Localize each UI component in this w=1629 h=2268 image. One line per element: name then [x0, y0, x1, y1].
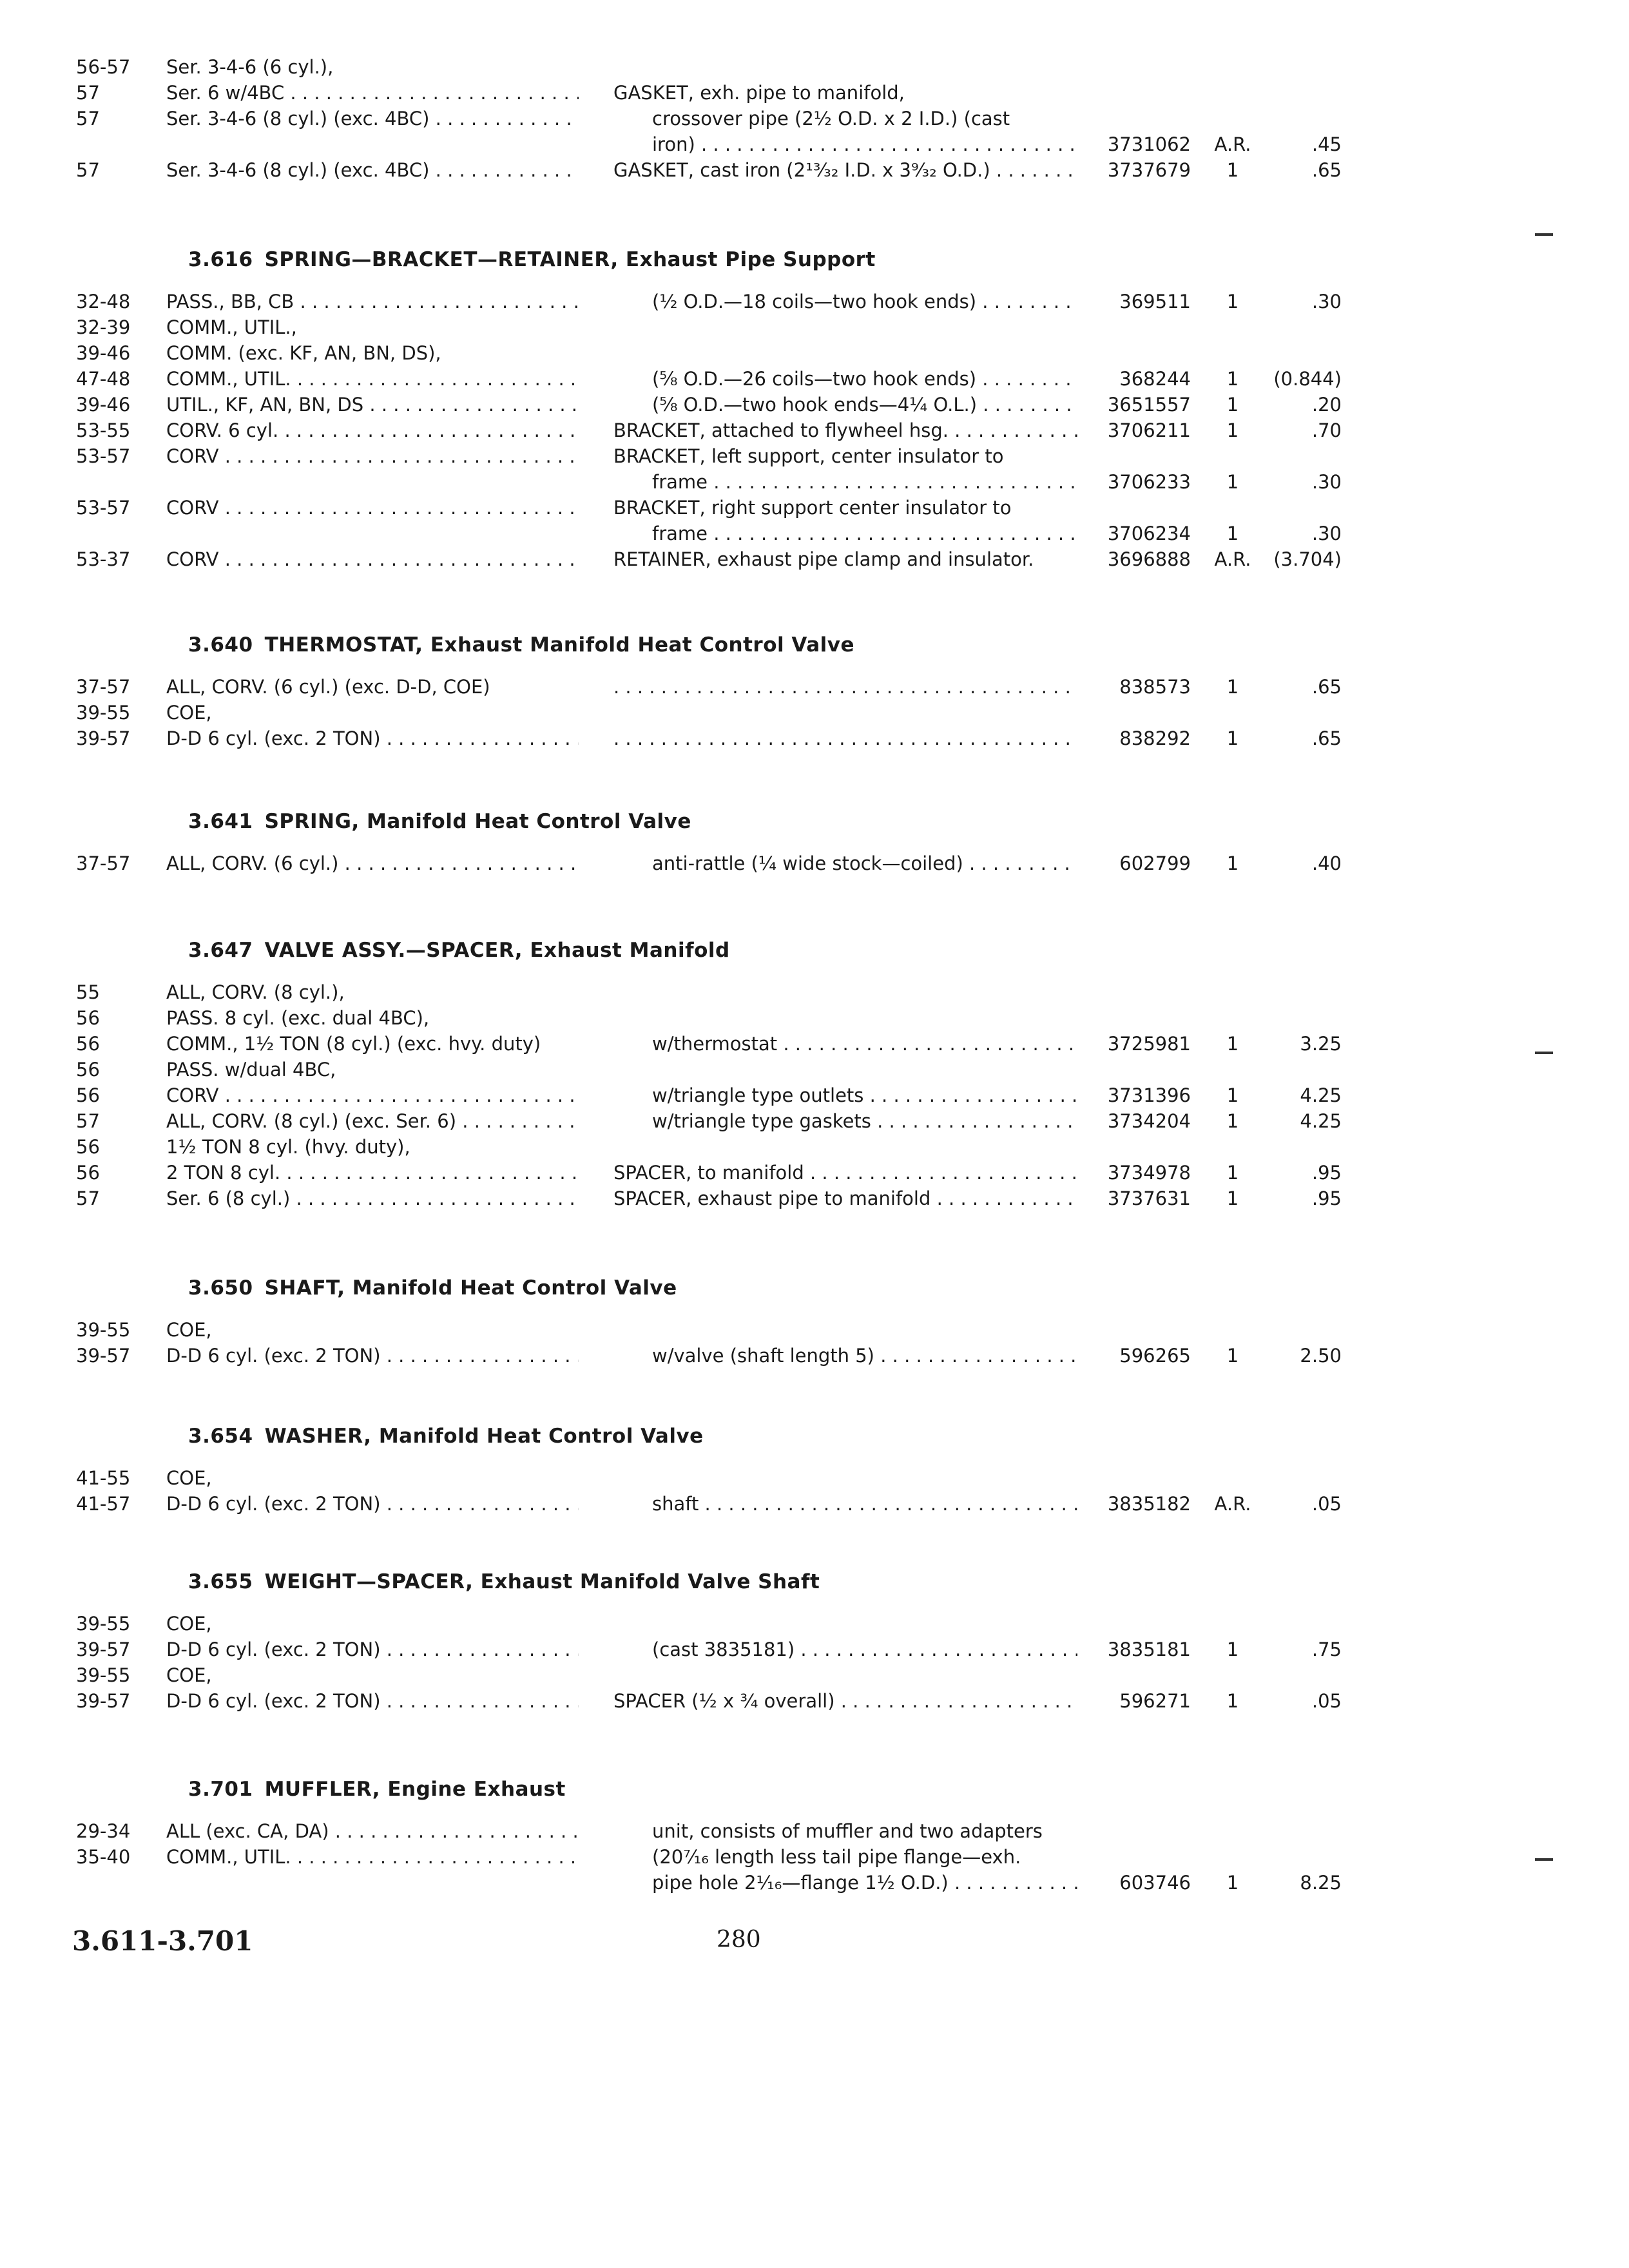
section-title: SPRING, Manifold Heat Control Valve — [264, 810, 691, 833]
years-cell: 39-57 — [76, 727, 131, 749]
parts-row — [0, 521, 1629, 546]
parts-row — [0, 289, 1629, 314]
quantity-cell: 1 — [1226, 523, 1239, 544]
description-cell: SPACER, exhaust pipe to manifold . . . — [613, 1186, 1077, 1211]
years-cell: 39-57 — [76, 1345, 131, 1367]
section-heading — [0, 1773, 1629, 1805]
price-cell: 3.25 — [1300, 1033, 1342, 1055]
price-cell: .95 — [1311, 1187, 1342, 1209]
section-number: 3.647 — [188, 939, 253, 962]
parts-row — [0, 1491, 1629, 1517]
description-cell: (cast 3835181) . . . — [652, 1637, 1077, 1662]
parts-row — [0, 1134, 1629, 1160]
section-number: 3.616 — [188, 248, 253, 271]
quantity-cell: 1 — [1226, 368, 1239, 390]
models-cell: COE, — [166, 1319, 212, 1341]
years-cell: 35-40 — [76, 1846, 131, 1868]
price-cell: .65 — [1311, 727, 1342, 749]
years-cell: 32-48 — [76, 291, 131, 312]
years-cell: 56-57 — [76, 56, 131, 78]
years-cell: 56 — [76, 1007, 100, 1029]
models-cell: COMM., UTIL., — [166, 316, 297, 338]
part-number-cell: 3706211 — [1107, 419, 1191, 441]
description-cell: pipe hole 2¹⁄₁₆—flange 1½ O.D.) . . . — [652, 1870, 1077, 1896]
years-cell: 56 — [76, 1136, 100, 1158]
price-cell: .65 — [1311, 676, 1342, 698]
part-number-cell: 838292 — [1119, 727, 1191, 749]
parts-row — [0, 1611, 1629, 1637]
parts-row — [0, 1005, 1629, 1031]
part-number-cell: 596271 — [1119, 1690, 1191, 1712]
part-number-cell: 3835181 — [1107, 1639, 1191, 1660]
section-title: SHAFT, Manifold Heat Control Valve — [264, 1276, 677, 1300]
parts-row — [0, 979, 1629, 1005]
section-heading — [0, 805, 1629, 838]
price-cell: .95 — [1311, 1162, 1342, 1184]
section-heading — [0, 629, 1629, 661]
section-range-footer: 3.611-3.701 — [72, 1925, 253, 1957]
years-cell: 41-55 — [76, 1467, 131, 1489]
quantity-cell: 1 — [1226, 1872, 1239, 1894]
parts-row — [0, 726, 1629, 751]
part-number-cell: 596265 — [1119, 1345, 1191, 1367]
margin-tick — [1535, 1052, 1553, 1054]
models-cell: COE, — [166, 702, 212, 724]
years-cell: 53-55 — [76, 419, 131, 441]
description-cell: w/triangle type gaskets . . . — [652, 1108, 1077, 1134]
parts-row — [0, 1031, 1629, 1057]
parts-row — [0, 674, 1629, 700]
section-number: 3.650 — [188, 1276, 253, 1300]
description-cell: (⅝ O.D.—two hook ends—4¼ O.L.) . . . — [652, 392, 1077, 418]
description-cell: iron) . . . — [652, 131, 1077, 157]
section-heading — [0, 1420, 1629, 1452]
parts-row — [0, 1160, 1629, 1186]
description-cell: w/valve (shaft length 5) . . . — [652, 1343, 1077, 1369]
price-cell: .30 — [1311, 471, 1342, 493]
part-number-cell: 3696888 — [1107, 548, 1191, 570]
parts-row — [0, 1186, 1629, 1211]
years-cell: 57 — [76, 159, 100, 181]
price-cell: .40 — [1311, 852, 1342, 874]
models-cell: Ser. 3-4-6 (6 cyl.), — [166, 56, 334, 78]
page-number: 280 — [717, 1927, 761, 1953]
section-number: 3.701 — [188, 1778, 253, 1801]
section-title: MUFFLER, Engine Exhaust — [264, 1778, 566, 1801]
parts-row — [0, 1317, 1629, 1343]
years-cell: 39-55 — [76, 1319, 131, 1341]
parts-row — [0, 1057, 1629, 1082]
models-cell: COMM., 1½ TON (8 cyl.) (exc. hvy. duty) — [166, 1033, 541, 1055]
parts-row — [0, 1082, 1629, 1108]
quantity-cell: 1 — [1226, 727, 1239, 749]
section-title: WASHER, Manifold Heat Control Valve — [264, 1425, 704, 1448]
section-title: WEIGHT—SPACER, Exhaust Manifold Valve Shaft — [264, 1570, 820, 1593]
quantity-cell: 1 — [1226, 1187, 1239, 1209]
models-cell: 1½ TON 8 cyl. (hvy. duty), — [166, 1136, 410, 1158]
parts-row — [0, 314, 1629, 340]
section-s3616 — [0, 244, 1629, 572]
models-cell: COMM., UTIL. . . . — [166, 366, 579, 392]
section-title: VALVE ASSY.—SPACER, Exhaust Manifold — [264, 939, 730, 962]
parts-row — [0, 1637, 1629, 1662]
years-cell: 56 — [76, 1033, 100, 1055]
years-cell: 32-39 — [76, 316, 131, 338]
part-number-cell: 3706233 — [1107, 471, 1191, 493]
quantity-cell: 1 — [1226, 676, 1239, 698]
years-cell: 39-55 — [76, 702, 131, 724]
description-cell — [613, 726, 1077, 751]
years-cell: 55 — [76, 981, 100, 1003]
models-cell: D-D 6 cyl. (exc. 2 TON) . . . — [166, 1637, 579, 1662]
years-cell: 57 — [76, 1187, 100, 1209]
parts-row — [0, 700, 1629, 726]
parts-row — [0, 1818, 1629, 1844]
section-number: 3.641 — [188, 810, 253, 833]
quantity-cell: 1 — [1226, 1639, 1239, 1660]
section-s3654 — [0, 1420, 1629, 1517]
price-cell: (3.704) — [1273, 548, 1342, 570]
part-number-cell: 838573 — [1119, 676, 1191, 698]
models-cell: Ser. 6 (8 cyl.) . . . — [166, 1186, 579, 1211]
models-cell: D-D 6 cyl. (exc. 2 TON) . . . — [166, 1343, 579, 1369]
years-cell: 29-34 — [76, 1820, 131, 1842]
models-cell: UTIL., KF, AN, BN, DS . . . — [166, 392, 579, 418]
description-cell: shaft . . . — [652, 1491, 1077, 1517]
years-cell: 39-55 — [76, 1613, 131, 1635]
price-cell: 4.25 — [1300, 1110, 1342, 1132]
section-number: 3.640 — [188, 633, 253, 657]
part-number-cell: 603746 — [1119, 1872, 1191, 1894]
quantity-cell: A.R. — [1214, 133, 1251, 155]
models-cell: CORV . . . — [166, 443, 579, 469]
price-cell: .45 — [1311, 133, 1342, 155]
description-cell: frame . . . — [652, 469, 1077, 495]
parts-row — [0, 418, 1629, 443]
section-heading — [0, 1566, 1629, 1598]
models-cell: D-D 6 cyl. (exc. 2 TON) . . . — [166, 726, 579, 751]
price-cell: .05 — [1311, 1493, 1342, 1515]
models-cell: ALL, CORV. (8 cyl.), — [166, 981, 345, 1003]
quantity-cell: 1 — [1226, 394, 1239, 416]
parts-row — [0, 80, 1629, 106]
description-cell: crossover pipe (2½ O.D. x 2 I.D.) (cast — [652, 108, 1010, 130]
years-cell: 56 — [76, 1084, 100, 1106]
description-cell: (⅝ O.D.—26 coils—two hook ends) . . . — [652, 366, 1077, 392]
description-cell: (20⁷⁄₁₆ length less tail pipe flange—exh. — [652, 1846, 1021, 1868]
part-number-cell: 3651557 — [1107, 394, 1191, 416]
section-s3647 — [0, 934, 1629, 1211]
models-cell: ALL, CORV. (6 cyl.) . . . — [166, 850, 579, 876]
years-cell: 53-57 — [76, 445, 131, 467]
parts-row — [0, 54, 1629, 80]
section-heading — [0, 934, 1629, 966]
quantity-cell: 1 — [1226, 159, 1239, 181]
models-cell: COE, — [166, 1664, 212, 1686]
description-cell — [613, 674, 1077, 700]
part-number-cell: 3835182 — [1107, 1493, 1191, 1515]
quantity-cell: 1 — [1226, 1345, 1239, 1367]
section-title: THERMOSTAT, Exhaust Manifold Heat Control Valve — [264, 633, 855, 657]
description-cell: unit, consists of muffler and two adapters — [652, 1820, 1043, 1842]
parts-row — [0, 392, 1629, 418]
section-heading — [0, 244, 1629, 276]
price-cell: .70 — [1311, 419, 1342, 441]
parts-row — [0, 366, 1629, 392]
price-cell: 4.25 — [1300, 1084, 1342, 1106]
quantity-cell: A.R. — [1214, 548, 1251, 570]
parts-row — [0, 1844, 1629, 1870]
years-cell: 37-57 — [76, 676, 131, 698]
description-cell: (½ O.D.—18 coils—two hook ends) . . . — [652, 289, 1077, 314]
parts-row — [0, 546, 1629, 572]
models-cell: ALL, CORV. (8 cyl.) (exc. Ser. 6) . . . — [166, 1108, 579, 1134]
models-cell: CORV. 6 cyl. . . . — [166, 418, 579, 443]
models-cell: Ser. 3-4-6 (8 cyl.) (exc. 4BC) . . . — [166, 157, 579, 183]
part-number-cell: 369511 — [1119, 291, 1191, 312]
description-cell: BRACKET, right support center insulator to — [613, 497, 1012, 519]
section-s3641 — [0, 805, 1629, 876]
quantity-cell: 1 — [1226, 471, 1239, 493]
price-cell: 8.25 — [1300, 1872, 1342, 1894]
parts-row — [0, 1870, 1629, 1896]
part-number-cell: 368244 — [1119, 368, 1191, 390]
years-cell: 56 — [76, 1162, 100, 1184]
section-number: 3.654 — [188, 1425, 253, 1448]
years-cell: 53-37 — [76, 548, 131, 570]
models-cell: COMM., UTIL. . . . — [166, 1844, 579, 1870]
section-number: 3.655 — [188, 1570, 253, 1593]
models-cell: D-D 6 cyl. (exc. 2 TON) . . . — [166, 1688, 579, 1714]
models-cell: PASS. 8 cyl. (exc. dual 4BC), — [166, 1007, 430, 1029]
quantity-cell: 1 — [1226, 852, 1239, 874]
part-number-cell: 3731396 — [1107, 1084, 1191, 1106]
price-cell: .05 — [1311, 1690, 1342, 1712]
parts-row — [0, 340, 1629, 366]
part-number-cell: 3737631 — [1107, 1187, 1191, 1209]
section-s3701 — [0, 1773, 1629, 1896]
price-cell: 2.50 — [1300, 1345, 1342, 1367]
years-cell: 57 — [76, 108, 100, 130]
price-cell: .30 — [1311, 291, 1342, 312]
description-cell: SPACER (½ x ¾ overall) . . . — [613, 1688, 1077, 1714]
models-cell: Ser. 6 w/4BC . . . — [166, 80, 579, 106]
years-cell: 41-57 — [76, 1493, 131, 1515]
years-cell: 56 — [76, 1059, 100, 1081]
quantity-cell: 1 — [1226, 291, 1239, 312]
parts-row — [0, 1343, 1629, 1369]
years-cell: 57 — [76, 82, 100, 104]
part-number-cell: 3731062 — [1107, 133, 1191, 155]
description-cell: RETAINER, exhaust pipe clamp and insulator. — [613, 548, 1034, 570]
price-cell: .75 — [1311, 1639, 1342, 1660]
description-cell: w/thermostat . . . — [652, 1031, 1077, 1057]
part-number-cell: 602799 — [1119, 852, 1191, 874]
years-cell: 39-46 — [76, 394, 131, 416]
parts-row — [0, 469, 1629, 495]
part-number-cell: 3737679 — [1107, 159, 1191, 181]
price-cell: (0.844) — [1273, 368, 1342, 390]
models-cell: 2 TON 8 cyl. . . . — [166, 1160, 579, 1186]
section-s3650 — [0, 1272, 1629, 1369]
models-cell: CORV . . . — [166, 546, 579, 572]
parts-row — [0, 850, 1629, 876]
part-number-cell: 3734204 — [1107, 1110, 1191, 1132]
parts-row — [0, 106, 1629, 131]
models-cell: ALL, CORV. (6 cyl.) (exc. D-D, COE) — [166, 676, 490, 698]
part-number-cell: 3706234 — [1107, 523, 1191, 544]
quantity-cell: 1 — [1226, 419, 1239, 441]
section-heading — [0, 1272, 1629, 1304]
years-cell: 57 — [76, 1110, 100, 1132]
quantity-cell: 1 — [1226, 1084, 1239, 1106]
description-cell: BRACKET, attached to flywheel hsg. . . . — [613, 418, 1077, 443]
models-cell: COE, — [166, 1613, 212, 1635]
price-cell: .20 — [1311, 394, 1342, 416]
parts-row — [0, 131, 1629, 157]
quantity-cell: 1 — [1226, 1033, 1239, 1055]
models-cell: CORV . . . — [166, 495, 579, 521]
section-title: SPRING—BRACKET—RETAINER, Exhaust Pipe Support — [264, 248, 876, 271]
parts-row — [0, 1688, 1629, 1714]
years-cell: 39-57 — [76, 1639, 131, 1660]
section-s3611 — [0, 54, 1629, 183]
years-cell: 39-57 — [76, 1690, 131, 1712]
description-cell: GASKET, cast iron (2¹³⁄₃₂ I.D. x 3⁹⁄₃₂ O.D.) . . . — [613, 157, 1077, 183]
price-cell: .30 — [1311, 523, 1342, 544]
models-cell: CORV . . . — [166, 1082, 579, 1108]
models-cell: ALL (exc. CA, DA) . . . — [166, 1818, 579, 1844]
quantity-cell: 1 — [1226, 1690, 1239, 1712]
parts-row — [0, 1465, 1629, 1491]
models-cell: PASS., BB, CB . . . — [166, 289, 579, 314]
part-number-cell: 3734978 — [1107, 1162, 1191, 1184]
description-cell: GASKET, exh. pipe to manifold, — [613, 82, 905, 104]
models-cell: PASS. w/dual 4BC, — [166, 1059, 336, 1081]
years-cell: 39-55 — [76, 1664, 131, 1686]
models-cell: D-D 6 cyl. (exc. 2 TON) . . . — [166, 1491, 579, 1517]
price-cell: .65 — [1311, 159, 1342, 181]
years-cell: 39-46 — [76, 342, 131, 364]
parts-row — [0, 1108, 1629, 1134]
years-cell: 37-57 — [76, 852, 131, 874]
models-cell: COMM. (exc. KF, AN, BN, DS), — [166, 342, 441, 364]
quantity-cell: 1 — [1226, 1110, 1239, 1132]
description-cell: SPACER, to manifold . . . — [613, 1160, 1077, 1186]
section-s3655 — [0, 1566, 1629, 1714]
margin-tick — [1535, 1858, 1553, 1861]
parts-row — [0, 157, 1629, 183]
description-cell: w/triangle type outlets . . . — [652, 1082, 1077, 1108]
quantity-cell: A.R. — [1214, 1493, 1251, 1515]
description-cell: frame . . . — [652, 521, 1077, 546]
parts-row — [0, 1662, 1629, 1688]
quantity-cell: 1 — [1226, 1162, 1239, 1184]
margin-tick — [1535, 233, 1553, 236]
description-cell: anti-rattle (¼ wide stock—coiled) . . . — [652, 850, 1077, 876]
part-number-cell: 3725981 — [1107, 1033, 1191, 1055]
years-cell: 53-57 — [76, 497, 131, 519]
models-cell: Ser. 3-4-6 (8 cyl.) (exc. 4BC) . . . — [166, 106, 579, 131]
description-cell: BRACKET, left support, center insulator to — [613, 445, 1004, 467]
years-cell: 47-48 — [76, 368, 131, 390]
models-cell: COE, — [166, 1467, 212, 1489]
parts-row — [0, 495, 1629, 521]
parts-row — [0, 443, 1629, 469]
section-s3640 — [0, 629, 1629, 751]
